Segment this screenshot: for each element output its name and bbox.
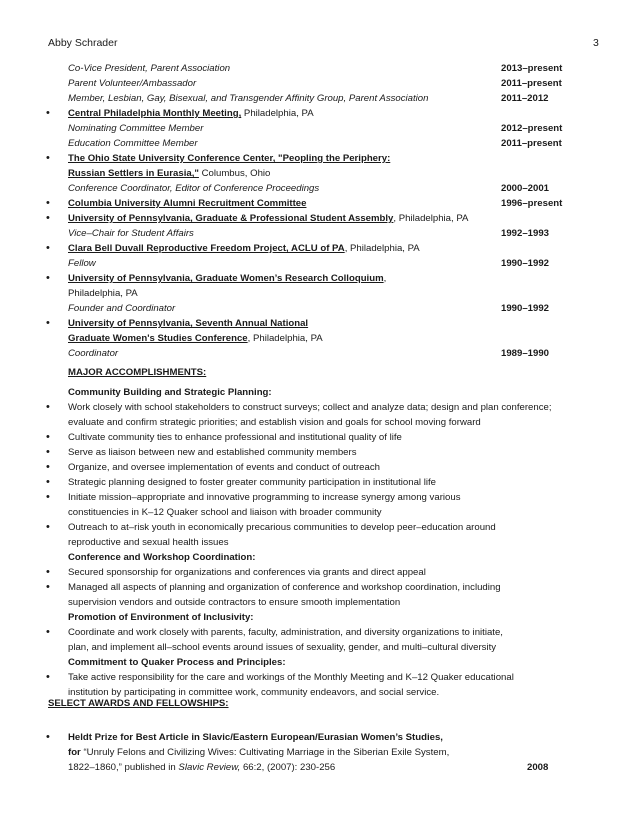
bullet-icon: • — [46, 242, 50, 254]
line-text — [68, 670, 514, 685]
text-run: Outreach to at–risk youth in economically precarious communities to develop peer–education around — [68, 522, 496, 533]
section-heading-awards: SELECT AWARDS AND FELLOWSHIPS: — [48, 698, 229, 709]
resume-line — [0, 196, 638, 211]
text-run: for — [68, 747, 84, 758]
text-run: Strategic planning designed to foster greater community participation in institutional life — [68, 477, 436, 488]
resume-line — [0, 535, 638, 550]
date-range: 1990–1992 — [501, 258, 550, 269]
line-text — [68, 271, 386, 286]
line-text — [68, 76, 196, 91]
resume-line — [0, 61, 638, 76]
resume-line — [0, 415, 638, 430]
text-run: Work closely with school stakeholders to construct surveys; collect and analyze data; design and plan conference; — [68, 402, 552, 413]
text-run: Columbia University Alumni Recruitment Committee — [68, 198, 307, 209]
text-run: University of Pennsylvania, Seventh Annual National — [68, 318, 309, 329]
date-range: 1992–1993 — [501, 228, 550, 239]
text-run: The Ohio State University Conference Center, "Peopling the Periphery: — [68, 153, 391, 164]
line-text — [68, 535, 229, 550]
text-run: Serve as liaison between new and established community members — [68, 447, 357, 458]
page-number: 3 — [593, 37, 599, 49]
bullet-icon: • — [46, 521, 50, 533]
text-run: 66:2, (2007): 230-256 — [240, 762, 336, 773]
text-run: Graduate Women's Studies Conference — [68, 333, 248, 344]
line-text — [68, 565, 426, 580]
line-text — [68, 640, 496, 655]
date-range: 1990–1992 — [501, 303, 550, 314]
resume-line — [0, 331, 638, 346]
resume-line — [0, 610, 638, 625]
resume-line — [0, 550, 638, 565]
header-name: Abby Schrader — [48, 37, 118, 49]
line-text — [68, 365, 206, 380]
line-text — [68, 286, 138, 301]
text-run: Slavic Review, — [178, 762, 241, 773]
text-run: institution by participating in committee work, community endeavors, and social service. — [68, 687, 440, 698]
text-run: 1822–1860,” published in — [68, 762, 179, 773]
date-range: 2008 — [527, 762, 549, 773]
resume-line — [0, 460, 638, 475]
text-run: “Unruly Felons and Civilizing Wives: Cultivating Marriage in the Siberian Exile System, — [83, 747, 450, 758]
bullet-icon: • — [46, 566, 50, 578]
text-run: , — [383, 273, 387, 284]
text-run: Fellow — [68, 258, 96, 269]
resume-line — [0, 151, 638, 166]
line-text — [68, 241, 420, 256]
line-text — [68, 475, 436, 490]
text-run: Vice–Chair for Student Affairs — [68, 228, 194, 239]
text-run: Community Building and Strategic Planning: — [68, 387, 272, 398]
bullet-icon: • — [46, 197, 50, 209]
line-text — [68, 181, 319, 196]
line-text — [68, 745, 449, 760]
line-text — [68, 136, 198, 151]
line-text — [68, 760, 335, 775]
resume-line — [0, 136, 638, 151]
resume-line — [0, 505, 638, 520]
text-run: Member, Lesbian, Gay, Bisexual, and Transgender Affinity Group, Parent Association — [68, 93, 429, 104]
line-text — [68, 505, 382, 520]
bullet-icon: • — [46, 212, 50, 224]
resume-line — [0, 490, 638, 505]
bullet-icon: • — [46, 731, 50, 743]
date-range: 2013–present — [501, 63, 563, 74]
text-run: Conference Coordinator, Editor of Conference Proceedings — [68, 183, 320, 194]
resume-line — [0, 365, 638, 380]
line-text — [68, 610, 254, 625]
resume-line — [0, 316, 638, 331]
resume-line — [0, 286, 638, 301]
text-run: Education Committee Member — [68, 138, 198, 149]
date-range: 2011–present — [501, 78, 562, 89]
line-text — [68, 226, 194, 241]
resume-line — [0, 181, 638, 196]
date-range: 2000–2001 — [501, 183, 550, 194]
resume-line — [0, 565, 638, 580]
bullet-icon: • — [46, 401, 50, 413]
line-text — [68, 550, 255, 565]
date-range: 2011–present — [501, 138, 562, 149]
line-text — [68, 730, 443, 745]
resume-line — [0, 445, 638, 460]
text-run: Initiate mission–appropriate and innovative programming to increase synergy among various — [68, 492, 461, 503]
text-run: Clara Bell Duvall Reproductive Freedom Project, ACLU of PA — [68, 243, 345, 254]
text-run: , Philadelphia, PA — [393, 213, 469, 224]
line-text — [68, 460, 380, 475]
resume-line — [0, 301, 638, 316]
date-range: 1996–present — [501, 198, 563, 209]
resume-line — [0, 580, 638, 595]
text-run: University of Pennsylvania, Graduate Women’s Research Colloquium — [68, 273, 384, 284]
resume-line — [0, 346, 638, 361]
text-run: Columbus, Ohio — [198, 168, 271, 179]
resume-line — [0, 385, 638, 400]
resume-line — [0, 271, 638, 286]
text-run: plan, and implement all–school events around issues of sexuality, gender, and multi–cultural diversity — [68, 642, 497, 653]
text-run: Take active responsibility for the care and workings of the Monthly Meeting and K–12 Quaker educational — [68, 672, 514, 683]
bullet-icon: • — [46, 626, 50, 638]
resume-line — [0, 256, 638, 271]
resume-line — [0, 211, 638, 226]
resume-line — [0, 76, 638, 91]
text-run: supervision vendors and outside contractors to ensure smooth implementation — [68, 597, 401, 608]
text-run: , Philadelphia, PA — [247, 333, 323, 344]
text-run: Coordinate and work closely with parents, faculty, administration, and diversity organizations to initiate, — [68, 627, 503, 638]
text-run: Co-Vice President, Parent Association — [68, 63, 231, 74]
resume-line — [0, 760, 638, 775]
resume-line — [0, 430, 638, 445]
text-run: Founder and Coordinator — [68, 303, 176, 314]
line-text — [68, 430, 402, 445]
line-text — [68, 655, 286, 670]
bullet-icon: • — [46, 317, 50, 329]
line-text — [68, 196, 306, 211]
line-text — [68, 106, 314, 121]
text-run: constituencies in K–12 Quaker school and liaison with broader community — [68, 507, 382, 518]
text-run: Parent Volunteer/Ambassador — [68, 78, 197, 89]
line-text — [68, 346, 118, 361]
line-text — [68, 385, 272, 400]
text-run: Coordinator — [68, 348, 119, 359]
awards-heading-line — [0, 696, 638, 711]
line-text — [68, 61, 230, 76]
line-text — [68, 331, 323, 346]
text-run: evaluate and confirm strategic priorities; and establish vision and goals for school moving forward — [68, 417, 481, 428]
line-text — [68, 301, 175, 316]
text-run: Heldt Prize for Best Article in Slavic/Eastern European/Eurasian Women’s Studies, — [68, 732, 443, 743]
line-text — [68, 400, 552, 415]
line-text — [68, 166, 270, 181]
line-text — [68, 625, 503, 640]
text-run: reproductive and sexual health issues — [68, 537, 229, 548]
bullet-icon: • — [46, 272, 50, 284]
bullet-icon: • — [46, 446, 50, 458]
bullet-icon: • — [46, 671, 50, 683]
line-text — [68, 490, 461, 505]
resume-line — [0, 106, 638, 121]
resume-line — [0, 625, 638, 640]
date-range: 2011–2012 — [501, 93, 549, 104]
resume-line — [0, 745, 638, 760]
text-run: Russian Settlers in Eurasia," — [68, 168, 199, 179]
text-run: University of Pennsylvania, Graduate & Professional Student Assembly — [68, 213, 394, 224]
text-run: Conference and Workshop Coordination: — [68, 552, 256, 563]
line-text — [68, 256, 96, 271]
line-text — [68, 520, 496, 535]
text-run: , Philadelphia, PA — [344, 243, 420, 254]
bullet-icon: • — [46, 491, 50, 503]
date-range: 1989–1990 — [501, 348, 550, 359]
bullet-icon: • — [46, 152, 50, 164]
resume-line — [0, 640, 638, 655]
text-run: MAJOR ACCOMPLISHMENTS: — [68, 367, 207, 378]
text-run: Organize, and oversee implementation of events and conduct of outreach — [68, 462, 380, 473]
text-run: Promotion of Environment of Inclusivity: — [68, 612, 254, 623]
text-run: Managed all aspects of planning and organization of conference and workshop coordination, including — [68, 582, 501, 593]
line-text — [68, 151, 390, 166]
text-run: Nominating Committee Member — [68, 123, 204, 134]
resume-line — [0, 475, 638, 490]
date-range: 2012–present — [501, 123, 563, 134]
resume-line — [0, 595, 638, 610]
resume-line — [0, 520, 638, 535]
bullet-icon: • — [46, 581, 50, 593]
line-text — [68, 316, 308, 331]
line-text — [68, 121, 203, 136]
line-text — [68, 211, 468, 226]
line-text — [68, 445, 357, 460]
text-run: Philadelphia, PA — [68, 288, 138, 299]
line-text — [68, 580, 501, 595]
resume-line — [0, 91, 638, 106]
text-run: Cultivate community ties to enhance professional and institutional quality of life — [68, 432, 402, 443]
resume-line — [0, 670, 638, 685]
line-text — [68, 91, 428, 106]
resume-line — [0, 226, 638, 241]
resume-line — [0, 166, 638, 181]
text-run: Commitment to Quaker Process and Principles: — [68, 657, 286, 668]
text-run: Philadelphia, PA — [241, 108, 314, 119]
resume-line — [0, 730, 638, 745]
bullet-icon: • — [46, 107, 50, 119]
text-run: Secured sponsorship for organizations and conferences via grants and direct appeal — [68, 567, 426, 578]
bullet-icon: • — [46, 476, 50, 488]
resume-line — [0, 121, 638, 136]
line-text — [68, 595, 400, 610]
bullet-icon: • — [46, 431, 50, 443]
line-text — [68, 415, 481, 430]
resume-line — [0, 655, 638, 670]
bullet-icon: • — [46, 461, 50, 473]
text-run: Central Philadelphia Monthly Meeting, — [68, 108, 242, 119]
resume-line — [0, 241, 638, 256]
resume-line — [0, 400, 638, 415]
